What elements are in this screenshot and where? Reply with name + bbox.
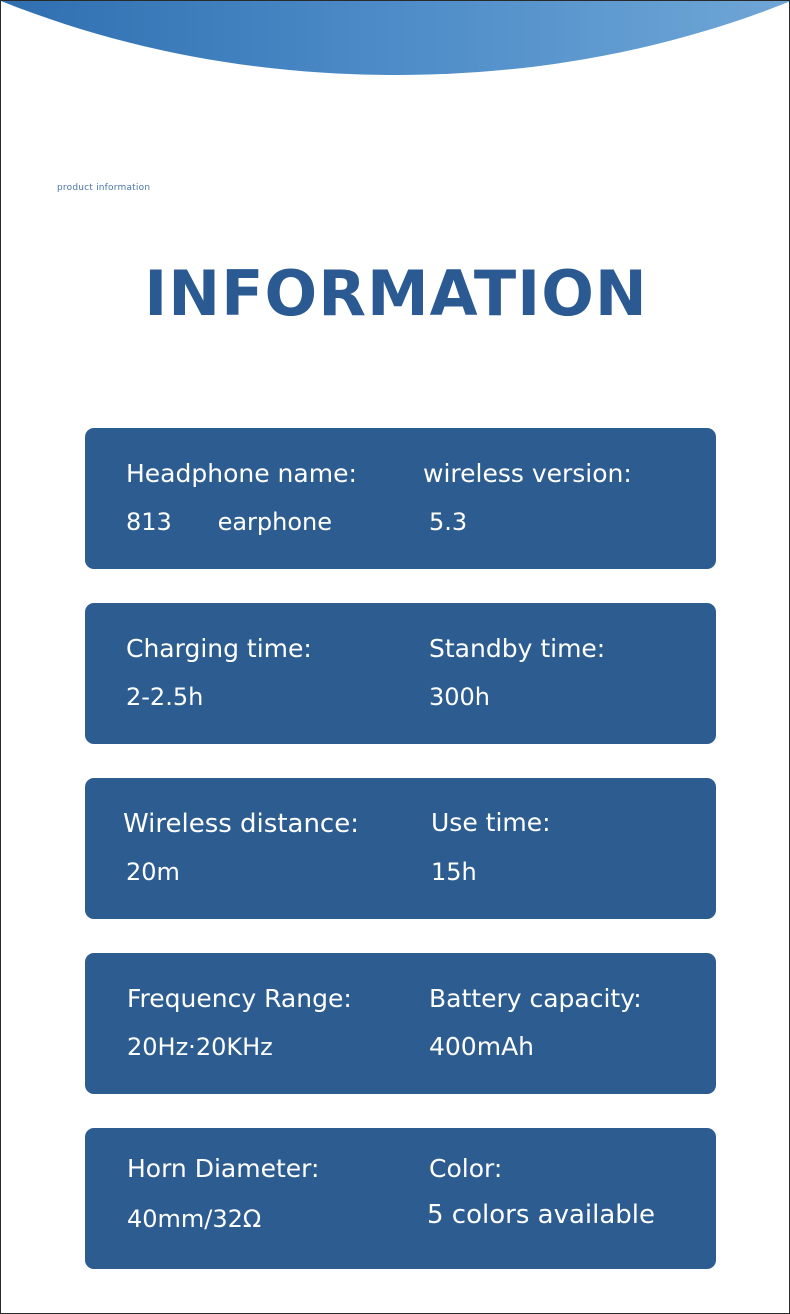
spec-card-list: [85, 428, 716, 1303]
spec-label: Use time:: [431, 808, 551, 837]
spec-value: 20Hz·20KHz: [127, 1033, 273, 1061]
spec-label: Battery capacity:: [429, 984, 642, 1013]
spec-value: 5.3: [429, 508, 468, 536]
spec-value: 5 colors available: [427, 1200, 655, 1230]
spec-card-charging-time: [85, 603, 716, 744]
spec-label: Horn Diameter:: [127, 1154, 320, 1183]
spec-card-wireless-distance: [85, 778, 716, 919]
spec-card-horn-diameter: [85, 1128, 716, 1269]
spec-label: Wireless distance:: [123, 809, 359, 839]
spec-value: 300h: [429, 683, 491, 711]
spec-label: Frequency Range:: [127, 984, 352, 1013]
section-subtitle: product information: [57, 183, 151, 193]
spec-value: 2-2.5h: [126, 683, 204, 711]
spec-value: 813 earphone: [126, 508, 333, 536]
spec-label: wireless version:: [423, 459, 632, 488]
spec-value: 400mAh: [429, 1032, 535, 1061]
spec-card-headphone-name: [85, 428, 716, 569]
spec-value: 15h: [431, 858, 477, 886]
spec-card-frequency-range: [85, 953, 716, 1094]
spec-value: 20m: [126, 858, 180, 886]
spec-value: 40mm/32Ω: [127, 1205, 262, 1233]
spec-label: Standby time:: [429, 634, 606, 663]
page-title: INFORMATION: [144, 257, 648, 330]
spec-label: Color:: [429, 1154, 503, 1183]
top-wave-decoration: [1, 1, 790, 81]
spec-label: Charging time:: [126, 634, 312, 663]
spec-label: Headphone name:: [126, 459, 357, 488]
